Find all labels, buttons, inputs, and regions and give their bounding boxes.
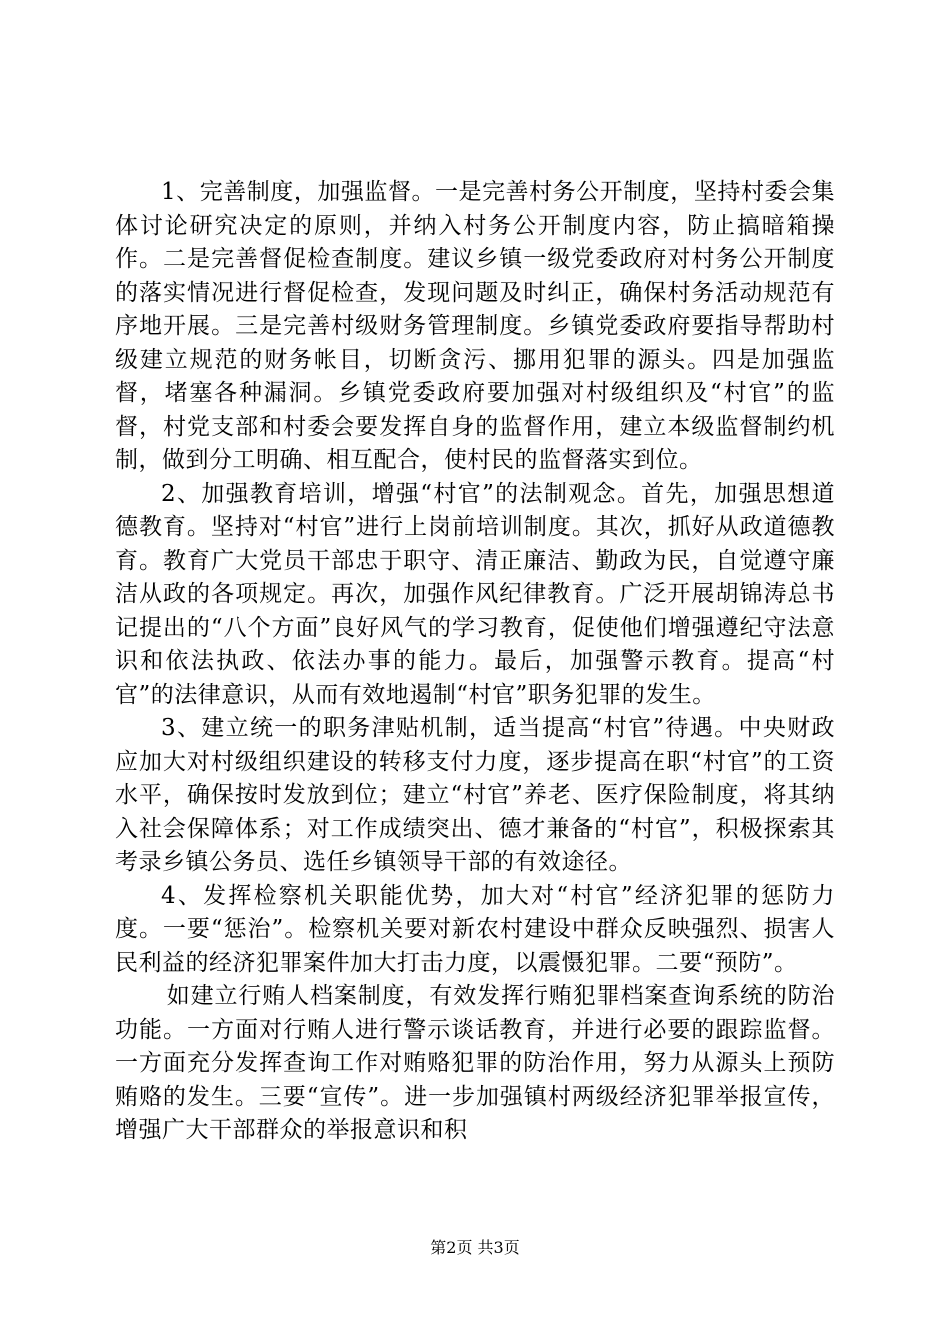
paragraph-3: 3、建立统一的职务津贴机制，适当提高“村官”待遇。中央财政应加大对村级组织建设的转移支付力度，逐步提高在职“村官”的工资水平，确保按时发放到位；建立“村官”养老、医疗保险制度，将其纳入社会保障体系；对工作成绩突出、德才兼备的“村官”，积极探索其考录乡镇公务员、选任乡镇领导干部的有效途径。 [115, 715, 835, 875]
page-number-footer: 第2页 共3页 [430, 1238, 520, 1257]
paragraph-4: 4、发挥检察机关职能优势，加大对“村官”经济犯罪的惩防力度。一要“惩治”。检察机关要对新农村建设中群众反映强烈、损害人民利益的经济犯罪案件加大打击力度，以震慑犯罪。二要“预防”。 [115, 882, 835, 976]
document-body [115, 176, 835, 1148]
paragraph-1: 1、完善制度，加强监督。一是完善村务公开制度，坚持村委会集体讨论研究决定的原则，并纳入村务公开制度内容，防止搞暗箱操作。二是完善督促检查制度。建议乡镇一级党委政府对村务公开制度的落实情况进行督促检查，发现问题及时纠正，确保村务活动规范有序地开展。三是完善村级财务管理制度。乡镇党委政府要指导帮助村级建立规范的财务帐目，切断贪污、挪用犯罪的源头。四是加强监督，堵塞各种漏洞。乡镇党委政府要加强对村级组织及“村官”的监督，村党支部和村委会要发挥自身的监督作用，建立本级监督制约机制，做到分工明确、相互配合，使村民的监督落实到位。 [115, 179, 835, 473]
paragraph-5: 如建立行贿人档案制度，有效发挥行贿犯罪档案查询系统的防治功能。一方面对行贿人进行警示谈话教育，并进行必要的跟踪监督。一方面充分发挥查询工作对贿赂犯罪的防治作用，努力从源头上预防贿赂的发生。三要“宣传”。进一步加强镇村两级经济犯罪举报宣传，增强广大干部群众的举报意识和积 [115, 983, 835, 1143]
paragraph-2: 2、加强教育培训，增强“村官”的法制观念。首先，加强思想道德教育。坚持对“村官”进行上岗前培训制度。其次，抓好从政道德教育。教育广大党员干部忠于职守、清正廉洁、勤政为民，自觉遵守廉洁从政的各项规定。再次，加强作风纪律教育。广泛开展胡锦涛总书记提出的“八个方面”良好风气的学习教育，促使他们增强遵纪守法意识和依法执政、依法办事的能力。最后，加强警示教育。提高“村官”的法律意识，从而有效地遏制“村官”职务犯罪的发生。 [115, 480, 835, 708]
